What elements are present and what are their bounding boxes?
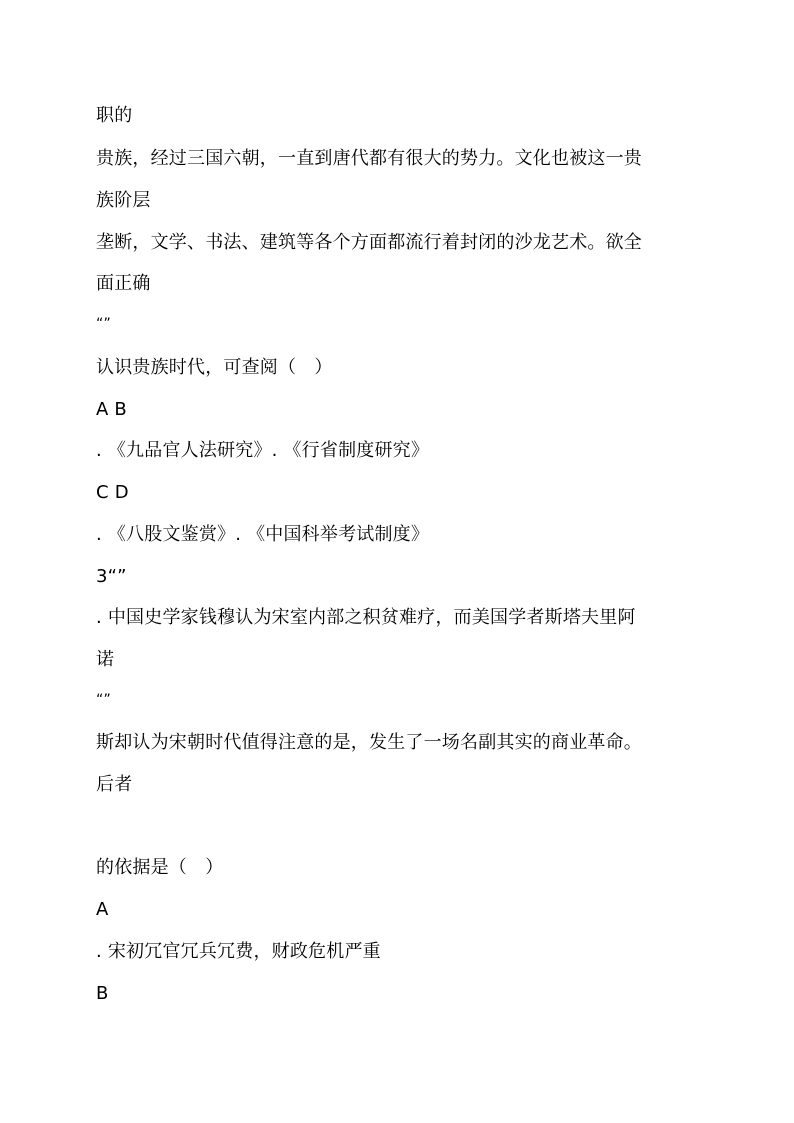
text-line: 面正确 [96,273,151,294]
option-text: . 宋初冗官冗兵冗费，财政危机严重 [96,941,381,962]
option-letters: C D [96,482,129,503]
text-line: 斯却认为宋朝时代值得注意的是，发生了一场名副其实的商业革命。 [96,732,642,753]
quote-marks: “” [96,692,111,708]
question-stem: 的依据是（ ） [96,857,224,878]
text-line: 垄断，文学、书法、建筑等各个方面都流行着封闭的沙龙艺术。欲全 [96,232,642,253]
option-letter: B [96,983,109,1004]
quote-marks: “” [96,316,111,332]
option-letter: A [96,899,109,920]
option-text: . 《八股文鉴赏》. 《中国科举考试制度》 [96,524,430,545]
text-line: 诺 [96,649,115,670]
option-text: . 《九品官人法研究》. 《行省制度研究》 [96,440,430,461]
text-line: 职的 [96,105,133,126]
text-line: . 中国史学家钱穆认为宋室内部之积贫难疗，而美国学者斯塔夫里阿 [96,607,636,628]
question-number: 3“” [96,566,127,587]
text-line: 族阶层 [96,190,151,211]
question-stem: 认识贵族时代，可查阅（ ） [96,357,333,378]
text-line: 后者 [96,774,133,795]
text-line: 贵族，经过三国六朝，一直到唐代都有很大的势力。文化也被这一贵 [96,148,642,169]
option-letters: A B [96,399,127,420]
